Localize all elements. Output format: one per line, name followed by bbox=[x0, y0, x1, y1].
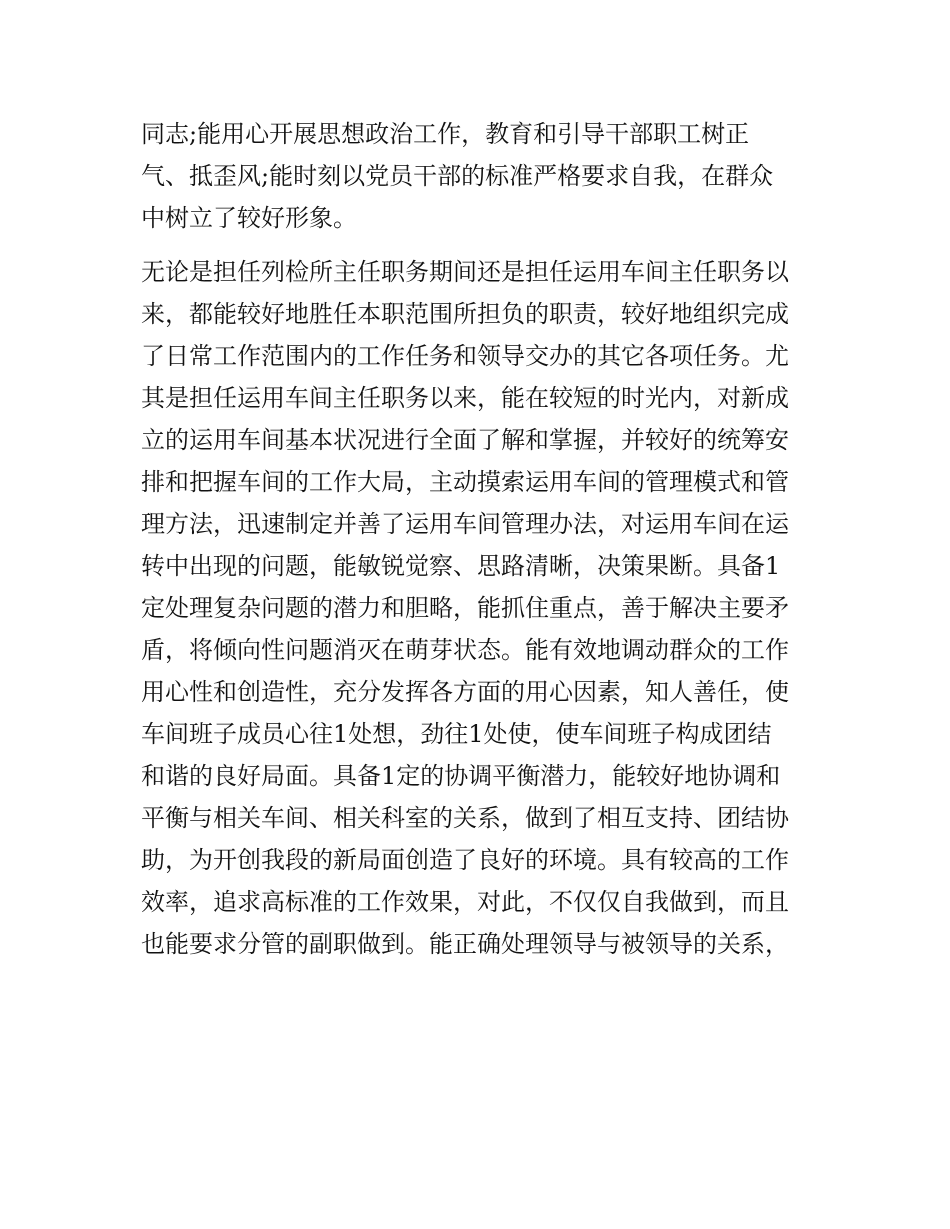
paragraph-line: 用心性和创造性，充分发挥各方面的用心因素，知人善任，使 bbox=[141, 678, 789, 706]
paragraph-line: 其是担任运用车间主任职务以来，能在较短的时光内，对新成 bbox=[141, 384, 789, 412]
paragraph-line: 盾，将倾向性问题消灭在萌芽状态。能有效地调动群众的工作 bbox=[141, 636, 789, 664]
paragraph-line: 同志;能用心开展思想政治工作，教育和引导干部职工树正 bbox=[141, 120, 750, 148]
paragraph-line: 转中出现的问题，能敏锐觉察、思路清晰，决策果断。具备1 bbox=[141, 552, 781, 580]
paragraph-line: 和谐的良好局面。具备1定的协调平衡潜力，能较好地协调和 bbox=[141, 762, 781, 790]
paragraph-2 bbox=[141, 251, 821, 965]
paragraph-line: 助，为开创我段的新局面创造了良好的环境。具有较高的工作 bbox=[141, 846, 789, 874]
paragraph-line: 气、抵歪风;能时刻以党员干部的标准严格要求自我，在群众 bbox=[141, 162, 774, 190]
paragraph-line: 也能要求分管的副职做到。能正确处理领导与被领导的关系， bbox=[141, 930, 789, 958]
document-body bbox=[141, 113, 821, 965]
paragraph-line: 来，都能较好地胜任本职范围所担负的职责，较好地组织完成 bbox=[141, 300, 789, 328]
paragraph-line: 立的运用车间基本状况进行全面了解和掌握，并较好的统筹安 bbox=[141, 426, 789, 454]
paragraph-line: 效率，追求高标准的工作效果，对此，不仅仅自我做到，而且 bbox=[141, 888, 789, 916]
paragraph-line: 平衡与相关车间、相关科室的关系，做到了相互支持、团结协 bbox=[141, 804, 789, 832]
paragraph-line: 排和把握车间的工作大局，主动摸索运用车间的管理模式和管 bbox=[141, 468, 789, 496]
paragraph-line: 定处理复杂问题的潜力和胆略，能抓住重点，善于解决主要矛 bbox=[141, 594, 789, 622]
paragraph-line: 无论是担任列检所主任职务期间还是担任运用车间主任职务以 bbox=[141, 258, 789, 286]
paragraph-1 bbox=[141, 113, 821, 239]
paragraph-line: 理方法，迅速制定并善了运用车间管理办法，对运用车间在运 bbox=[141, 510, 789, 538]
paragraph-line: 了日常工作范围内的工作任务和领导交办的其它各项任务。尤 bbox=[141, 342, 789, 370]
paragraph-line: 车间班子成员心往1处想，劲往1处使，使车间班子构成团结 bbox=[141, 720, 772, 748]
paragraph-line: 中树立了较好形象。 bbox=[141, 204, 357, 232]
